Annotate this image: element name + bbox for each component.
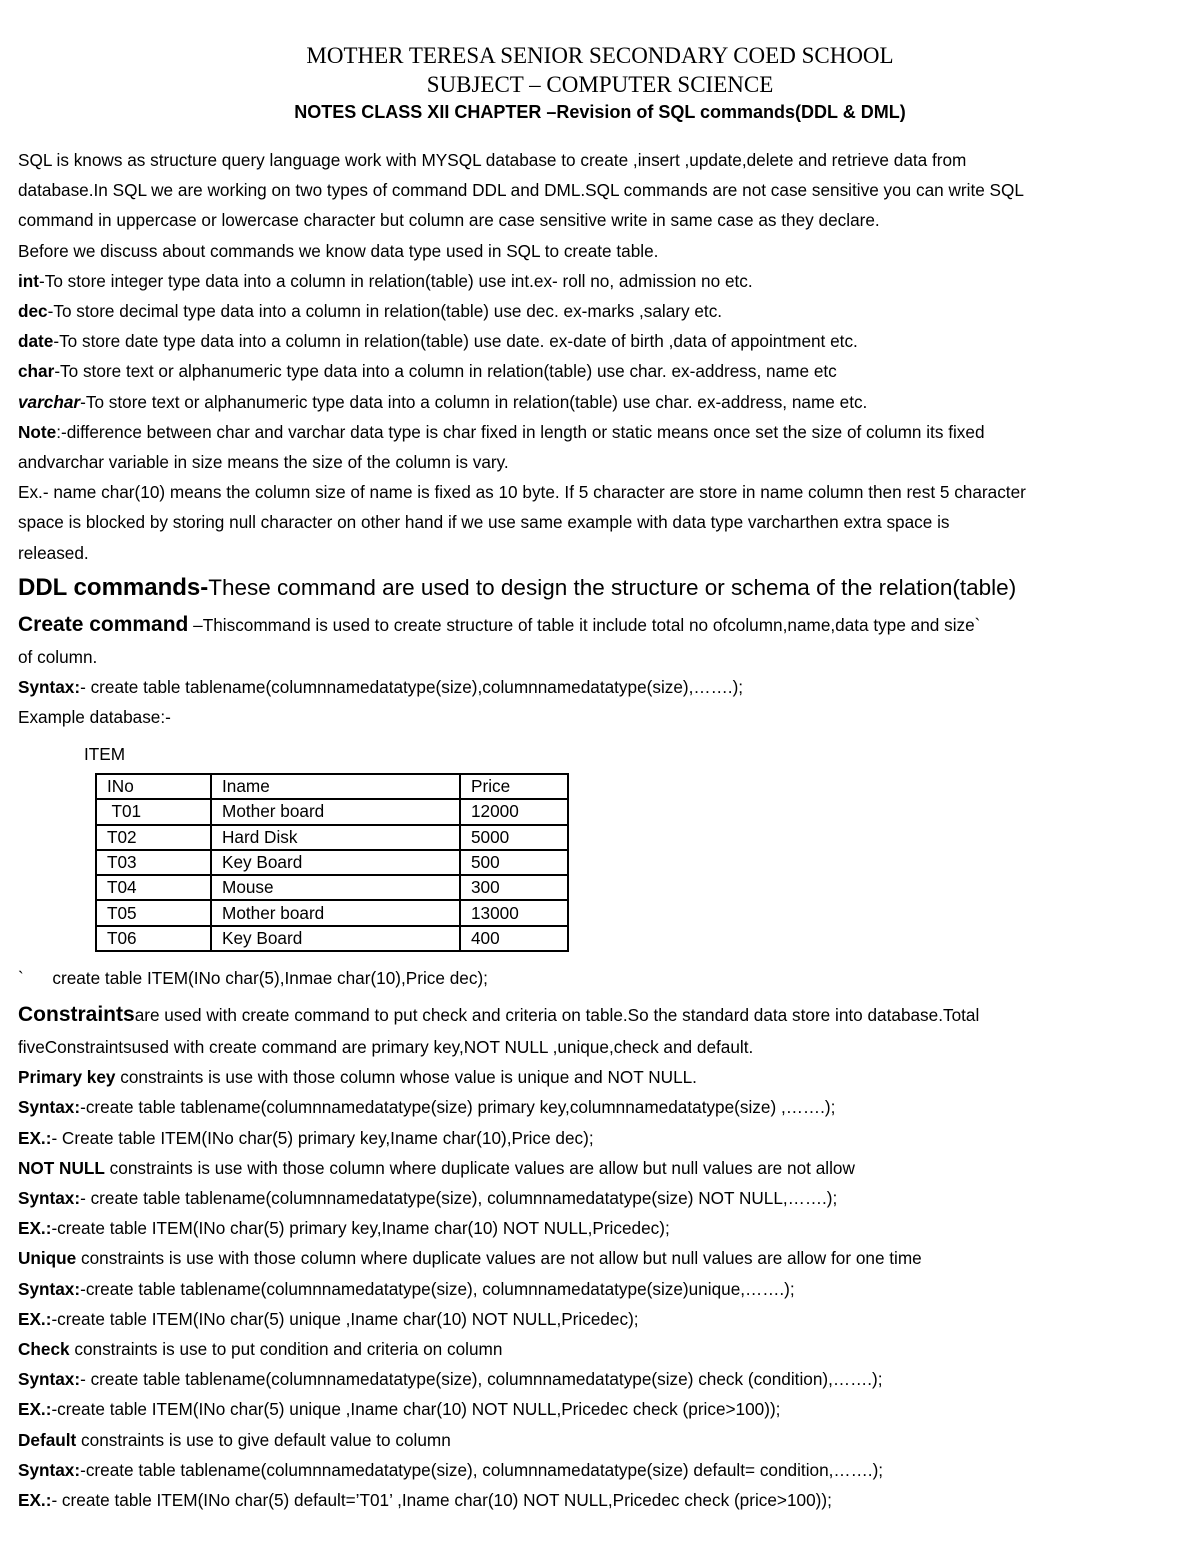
datatype-term: date	[18, 331, 54, 352]
constraint-text: constraints is use with those column where duplicate values are not allow but null values are allow for one time	[76, 1248, 922, 1269]
create-statement: ` create table ITEM(INo char(5),Inmae char(10),Price dec);	[18, 968, 488, 988]
constraint-desc	[18, 1243, 1188, 1273]
constraint-term: Primary key	[18, 1067, 116, 1088]
constraint-desc	[18, 1334, 1188, 1364]
example-label: EX.:	[18, 1127, 52, 1148]
table-cell: T03	[96, 850, 211, 875]
example-text: -create table ITEM(INo char(5) unique ,Iname char(10) NOT NULL,Pricedec check (price>100));	[51, 1399, 781, 1420]
datatype-desc: -To store date type data into a column in relation(table) use date. ex-date of birth ,data of appointment etc.	[53, 331, 858, 352]
syntax-label: Syntax:	[18, 1097, 81, 1118]
table-cell: 300	[460, 875, 568, 900]
table-cell: T01	[96, 799, 211, 824]
constraint-text: constraints is use with those column whose value is unique and NOT NULL.	[115, 1067, 697, 1088]
datatype-term: char	[18, 361, 55, 382]
intro-line: command in uppercase or lowercase character but column are case sensitive write in same case as they declare.	[18, 210, 880, 231]
table-cell: Key Board	[211, 850, 460, 875]
datatype-desc: -To store text or alphanumeric type data into a column in relation(table) use char. ex-address, name etc	[54, 361, 837, 382]
table-cell: 12000	[460, 799, 568, 824]
create-text: –Thiscommand is used to create structure of table it include total no ofcolumn,name,data type and size`	[188, 614, 981, 635]
constraint-desc	[18, 1425, 1188, 1455]
column-header: INo	[96, 774, 211, 799]
constraint-syntax	[18, 1274, 1188, 1304]
ddl-text: These command are used to design the structure or schema of the relation(table)	[208, 574, 1017, 600]
constraint-example	[18, 1394, 1188, 1424]
constraints-text: are used with create command to put check and criteria on table.So the standard data store into database.Total	[134, 1005, 980, 1025]
table-caption: ITEM	[84, 744, 126, 764]
constraint-term: Unique	[18, 1248, 77, 1269]
constraint-term: Check	[18, 1339, 70, 1360]
constraint-syntax	[18, 1183, 1188, 1213]
column-header: Iname	[211, 774, 460, 799]
note-line	[18, 417, 1188, 447]
syntax-text: -create table tablename(columnnamedatatype(size), columnnamedatatype(size)unique,…….);	[80, 1278, 795, 1299]
constraint-example	[18, 1123, 1188, 1153]
constraint-text: constraints is use with those column where duplicate values are allow but null values are not allow	[104, 1157, 855, 1178]
syntax-text: - create table tablename(columnnamedatatype(size), columnnamedatatype(size) NOT NULL,…….);	[80, 1188, 838, 1209]
datatype-desc: -To store text or alphanumeric type data into a column in relation(table) use char. ex-address, name etc.	[80, 391, 868, 412]
table-header-row	[96, 774, 568, 799]
datatype-desc: -To store integer type data into a column in relation(table) use int.ex- roll no, admission no etc.	[39, 270, 753, 291]
school-name: MOTHER TERESA SENIOR SECONDARY COED SCHOOL	[306, 43, 894, 68]
table-cell: Mother board	[211, 900, 460, 925]
table-cell: 400	[460, 926, 568, 951]
table-cell: T06	[96, 926, 211, 951]
constraint-example	[18, 1304, 1188, 1334]
syntax-label: Syntax:	[18, 1459, 81, 1480]
syntax-text: - create table tablename(columnnamedatatype(size), columnnamedatatype(size) check (condition),…….);	[80, 1369, 883, 1390]
example-text: -create table ITEM(INo char(5) primary key,Iname char(10) NOT NULL,Pricedec);	[51, 1218, 670, 1239]
syntax-text: -create table tablename(columnnamedatatype(size), columnnamedatatype(size) default= condition,…….);	[80, 1459, 884, 1480]
datatype-varchar	[18, 387, 1188, 417]
constraint-desc	[18, 1153, 1188, 1183]
example-line: Ex.- name char(10) means the column size of name is fixed as 10 byte. If 5 character are store in name column then rest 5 character	[18, 482, 1026, 503]
syntax-label: Syntax:	[18, 1188, 81, 1209]
note-text: :-difference between char and varchar data type is char fixed in length or static means once set the size of column its fixed	[56, 421, 985, 442]
ddl-heading-line	[18, 568, 1188, 608]
table-cell: Key Board	[211, 926, 460, 951]
create-syntax	[18, 672, 1188, 702]
example-label: EX.:	[18, 1218, 52, 1239]
datatype-dec	[18, 296, 1188, 326]
constraint-text: constraints is use to give default value to column	[76, 1429, 451, 1450]
datatype-int	[18, 266, 1188, 296]
example-label: EX.:	[18, 1399, 52, 1420]
intro-section	[18, 145, 1188, 732]
table-row	[96, 799, 568, 824]
notes-title: NOTES CLASS XII CHAPTER –Revision of SQL commands(DDL & DML)	[294, 102, 906, 122]
table-row	[96, 875, 568, 900]
example-label: EX.:	[18, 1308, 52, 1329]
table-row	[96, 900, 568, 925]
table-cell: 13000	[460, 900, 568, 925]
constraints-heading: Constraints	[18, 1003, 135, 1026]
syntax-label: Syntax:	[18, 1278, 81, 1299]
subject-title: SUBJECT – COMPUTER SCIENCE	[426, 72, 774, 97]
example-text: - create table ITEM(INo char(5) default=’T01’ ,Iname char(10) NOT NULL,Pricedec check (price>100));	[51, 1490, 832, 1511]
create-heading: Create command	[18, 612, 189, 636]
table-row	[96, 825, 568, 850]
intro-line: database.In SQL we are working on two types of command DDL and DML.SQL commands are not case sensitive you can write SQL	[18, 180, 1024, 201]
note-term: Note	[18, 421, 57, 442]
example-text: - Create table ITEM(INo char(5) primary key,Iname char(10),Price dec);	[51, 1127, 594, 1148]
ddl-heading: DDL commands-	[18, 573, 209, 601]
syntax-text: - create table tablename(columnnamedatatype(size),columnnamedatatype(size),…….);	[80, 677, 744, 698]
datatype-term: varchar	[18, 391, 81, 412]
constraint-syntax	[18, 1364, 1188, 1394]
constraints-text-cont: fiveConstraintsused with create command are primary key,NOT NULL ,unique,check and default.	[18, 1037, 754, 1057]
table-cell: T02	[96, 825, 211, 850]
example-label: EX.:	[18, 1490, 52, 1511]
table-row	[96, 850, 568, 875]
datatype-desc: -To store decimal type data into a column in relation(table) use dec. ex-marks ,salary etc.	[47, 301, 723, 322]
example-line: space is blocked by storing null character on other hand if we use same example with data type varcharthen extra space is	[18, 512, 950, 533]
constraints-heading-line	[18, 998, 1188, 1032]
table-cell: T04	[96, 875, 211, 900]
constraint-term: NOT NULL	[18, 1157, 105, 1178]
example-text: -create table ITEM(INo char(5) unique ,Iname char(10) NOT NULL,Pricedec);	[51, 1308, 639, 1329]
column-header: Price	[460, 774, 568, 799]
table-cell: 500	[460, 850, 568, 875]
create-heading-line	[18, 608, 1188, 642]
constraint-example	[18, 1485, 1188, 1515]
constraint-syntax	[18, 1092, 1188, 1122]
example-line: released.	[18, 542, 89, 563]
note-line: andvarchar variable in size means the size of the column is vary.	[18, 452, 509, 473]
create-text-cont: of column.	[18, 646, 98, 667]
datatype-term: int	[18, 270, 39, 291]
constraint-example	[18, 1213, 1188, 1243]
table-cell: Mouse	[211, 875, 460, 900]
constraint-desc	[18, 1062, 1188, 1092]
table-row	[96, 926, 568, 951]
constraint-text: constraints is use to put condition and criteria on column	[69, 1339, 503, 1360]
table-cell: Mother board	[211, 799, 460, 824]
syntax-label: Syntax:	[18, 677, 81, 698]
constraints-section	[18, 998, 1188, 1515]
datatype-term: dec	[18, 301, 48, 322]
syntax-text: -create table tablename(columnnamedatatype(size) primary key,columnnamedatatype(size) ,…….);	[80, 1097, 836, 1118]
datatype-char	[18, 356, 1188, 386]
table-cell: Hard Disk	[211, 825, 460, 850]
example-database-label: Example database:-	[18, 707, 171, 728]
intro-line: Before we discuss about commands we know data type used in SQL to create table.	[18, 240, 659, 261]
datatype-date	[18, 326, 1188, 356]
syntax-label: Syntax:	[18, 1369, 81, 1390]
table-cell: T05	[96, 900, 211, 925]
constraint-term: Default	[18, 1429, 77, 1450]
item-table	[95, 773, 569, 952]
intro-line: SQL is knows as structure query language work with MYSQL database to create ,insert ,update,delete and retrieve data from	[18, 150, 967, 170]
constraint-syntax	[18, 1455, 1188, 1485]
table-cell: 5000	[460, 825, 568, 850]
